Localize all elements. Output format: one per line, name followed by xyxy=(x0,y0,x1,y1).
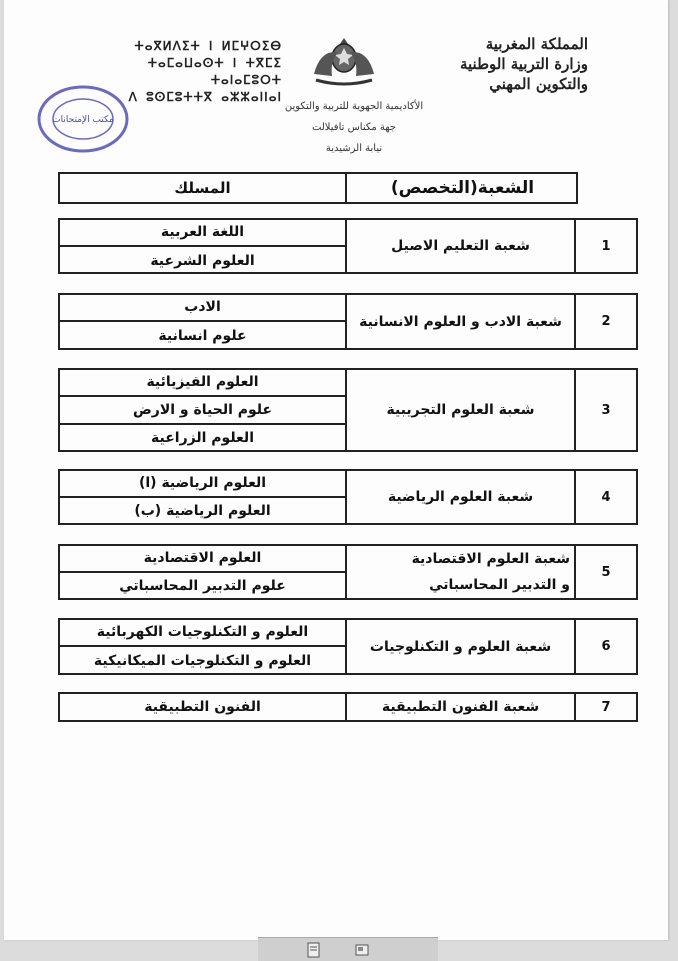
row-branch-line: شعبة العلوم الاقتصادية xyxy=(411,551,570,567)
row-track: علوم الحياة و الارض xyxy=(132,402,273,418)
row-branch: شعبة العلوم و التكنلوجيات xyxy=(369,638,552,655)
subheader-line: جهة مكناس تافيلالت xyxy=(311,122,397,133)
document-page xyxy=(4,0,668,940)
row-track: العلوم و التكنلوجيات الميكانيكية xyxy=(93,652,312,669)
row-track: الادب xyxy=(184,298,221,315)
row-track: العلوم الاقتصادية xyxy=(143,549,262,566)
row-track: العلوم الرياضية (ا) xyxy=(138,474,267,491)
row-branch-line: و التدبير المحاسباتي xyxy=(429,577,570,593)
row-branch: شعبة الادب و العلوم الانسانية xyxy=(359,313,562,330)
subheader-line: الأكاديمية الجهوية للتربية والتكوين xyxy=(284,101,424,112)
subheader-line: نيابة الرشيدية xyxy=(325,143,383,154)
header-branch: الشعبة(التخصص) xyxy=(390,178,535,198)
row-number: 7 xyxy=(601,699,611,715)
row-track: العلوم و التكنلوجيات الكهربائية xyxy=(96,623,309,640)
header-right-line: والتكوين المهني xyxy=(489,75,588,93)
header-track: المسلك xyxy=(174,179,231,197)
row-branch: شعبة الفنون التطبيقية xyxy=(381,699,540,715)
header-right-line: وزارة التربية الوطنية xyxy=(459,55,588,73)
cell-divider xyxy=(345,172,347,204)
stamp-text: مكتب الإمتحانات xyxy=(52,115,114,125)
header-right-block xyxy=(398,34,588,94)
row-branch: شعبة العلوم التجريبية xyxy=(386,402,535,418)
row-number: 3 xyxy=(601,402,611,418)
row-number: 5 xyxy=(601,564,611,580)
row-track: الفنون التطبيقية xyxy=(144,699,261,715)
page-icon[interactable] xyxy=(354,942,370,958)
row-number: 1 xyxy=(601,238,611,254)
subheader xyxy=(224,96,484,159)
document-icon[interactable] xyxy=(306,942,322,958)
row-track: اللغة العربية xyxy=(160,223,245,240)
moroccan-coat-of-arms-icon xyxy=(294,34,394,86)
viewer-toolbar xyxy=(258,937,438,961)
row-number: 6 xyxy=(601,639,611,654)
row-branch: شعبة العلوم الرياضية xyxy=(387,489,534,505)
header-right-line: المملكة المغربية xyxy=(485,35,588,53)
header-left-line: ⴷ ⵓⵙⵎⵓⵜⵜⴳ ⴰⵣⵣⴰⵏⵏⴰⵏ xyxy=(128,90,282,104)
row-track: العلوم الشرعية xyxy=(150,252,255,269)
row-track: علوم انسانية xyxy=(158,327,247,344)
row-track: العلوم الفيزيائية xyxy=(146,373,259,390)
row-branch: شعبة التعليم الاصيل xyxy=(391,238,530,254)
header-left-line: ⵜⴰⴳⵍⴷⵉⵜ ⵏ ⵍⵎⵖⵔⵉⴱ xyxy=(134,39,282,53)
row-track: علوم التدبير المحاسباتي xyxy=(119,578,286,594)
row-track: العلوم الرياضية (ب) xyxy=(134,503,271,519)
round-stamp-icon xyxy=(34,84,132,154)
row-track: العلوم الزراعية xyxy=(151,430,254,446)
row-number: 2 xyxy=(601,314,611,329)
header-left-line: ⵜⴰⵎⴰⵡⴰⵙⵜ ⵏ ⵜⴳⵎⵉ ⵜⴰⵏⴰⵎⵓⵔⵜ xyxy=(147,56,282,87)
row-number: 4 xyxy=(601,489,611,505)
